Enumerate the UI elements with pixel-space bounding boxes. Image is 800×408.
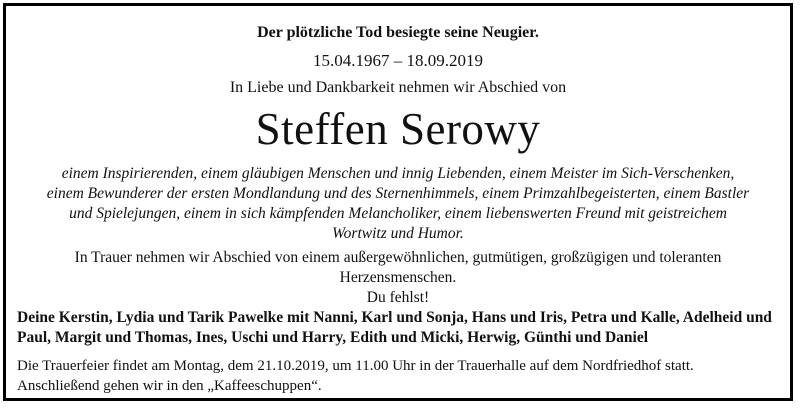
family-signatures (17, 308, 783, 348)
deceased-name: Steffen Serowy (255, 104, 541, 154)
tribute-paragraph (26, 164, 770, 244)
tribute-line: Wortwitz und Humor. (332, 225, 464, 242)
obituary-notice (3, 3, 793, 401)
mourning-paragraph (36, 248, 760, 308)
tribute-line: einem Bewunderer der ersten Mondlandung und des Sternenhimmels, einem Primzahlbegeisterten, einem Bastler (46, 185, 750, 202)
life-dates: 15.04.1967 – 18.09.2019 (313, 51, 483, 70)
mourning-line: Herzensmenschen. (339, 269, 457, 286)
intro-text: In Liebe und Dankbarkeit nehmen wir Abschied von (229, 79, 567, 96)
funeral-info (17, 356, 787, 396)
headline: Der plötzliche Tod besiegte seine Neugier. (257, 24, 539, 41)
mourning-line: In Trauer nehmen wir Abschied von einem außergewöhnlichen, gutmütigen, großzügigen und toleranten (74, 249, 722, 266)
tribute-line: einem Inspirierenden, einem gläubigen Menschen und innig Liebenden, einem Meister im Sich-Verschenken, (61, 165, 735, 182)
tribute-line: und Spielejungen, einem in sich kämpfenden Melancholiker, einem liebenswerten Freund mit geistreichem (69, 205, 727, 222)
family-line: Deine Kerstin, Lydia und Tarik Pawelke mit Nanni, Karl und Sonja, Hans und Iris, Petra und Kalle, Adelheid und (17, 309, 772, 326)
family-line: Paul, Margit und Thomas, Ines, Uschi und Harry, Edith und Micki, Herwig, Günthi und Daniel (17, 329, 649, 346)
mourning-line: Du fehlst! (366, 289, 430, 306)
funeral-line: Die Trauerfeier findet am Montag, dem 21.10.2019, um 11.00 Uhr in der Trauerhalle auf dem Nordfriedhof statt. (17, 358, 694, 374)
funeral-line: Anschließend gehen wir in den „Kaffeeschuppen“. (17, 378, 322, 394)
